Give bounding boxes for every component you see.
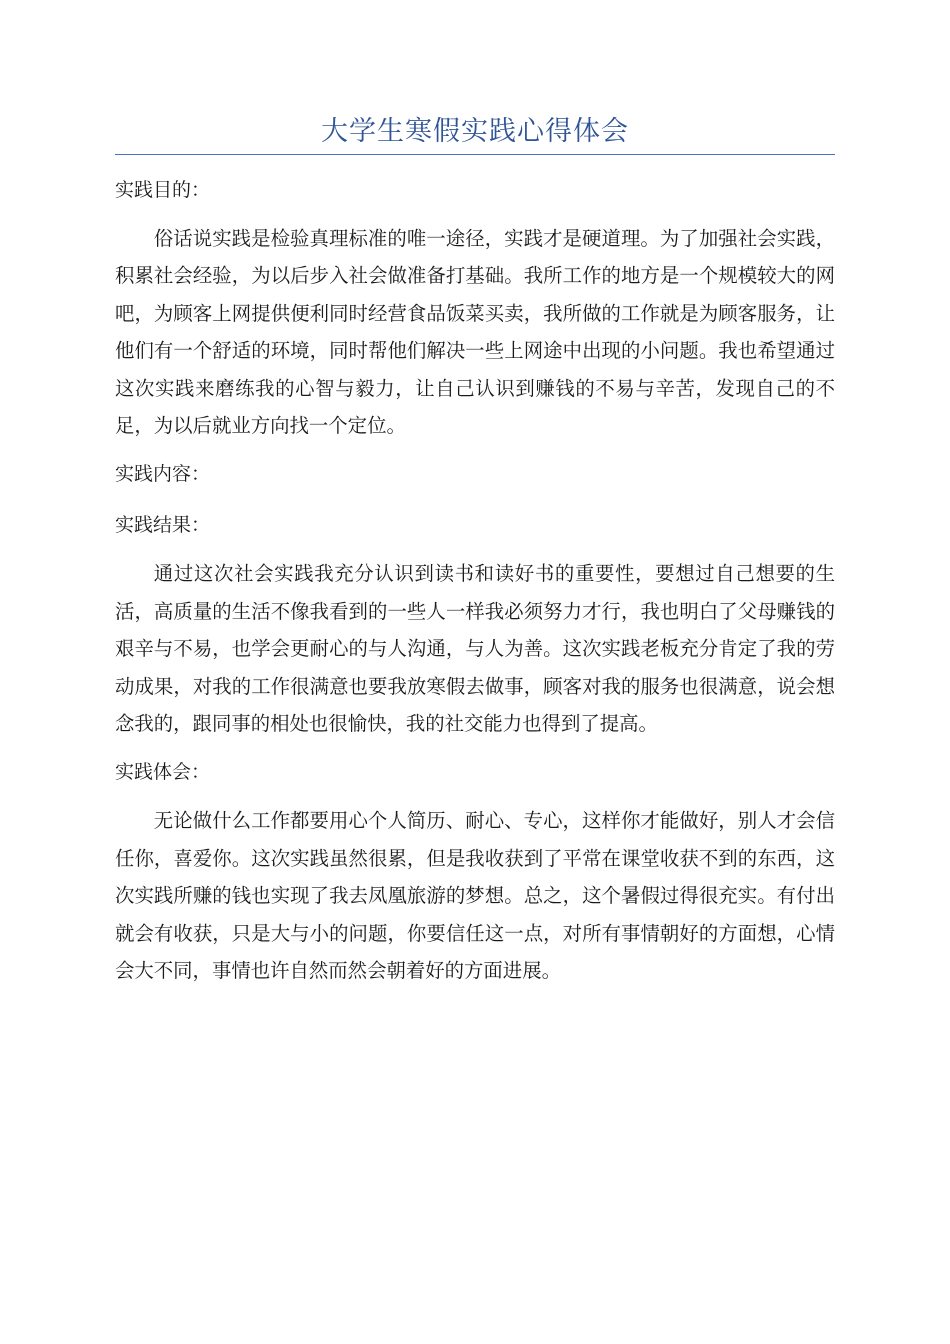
section-heading-result: 实践结果： xyxy=(115,514,211,537)
section-heading-content: 实践内容： xyxy=(115,463,211,486)
title-underline xyxy=(115,154,835,155)
section-spacer xyxy=(115,493,835,507)
document-body xyxy=(115,172,835,1002)
section-paragraph-purpose: 俗话说实践是检验真理标准的唯一途径，实践才是硬道理。为了加强社会实践，积累社会经验，为以后步入社会做准备打基础。我所工作的地方是一个规模较大的网吧，为顾客上网提供便利同时经营食品饭菜买卖，我所做的工作就是为顾客服务，让他们有一个舒适的环境，同时帮他们解决一些上网途中出现的小问题。我也希望通过这次实践来磨练我的心智与毅力，让自己认识到赚钱的不易与辛苦，发现自己的不足，为以后就业方向找一个定位。 xyxy=(115,227,835,438)
section-paragraph-experience: 无论做什么工作都要用心个人简历、耐心、专心，这样你才能做好，别人才会信任你，喜爱你。这次实践虽然很累，但是我收获到了平常在课堂收获不到的东西，这次实践所赚的钱也实现了我去凤凰旅游的梦想。总之，这个暑假过得很充实。有付出就会有收获，只是大与小的问题，你要信任这一点，对所有事情朝好的方面想，心情会大不同，事情也许自然而然会朝着好的方面进展。 xyxy=(115,809,835,983)
section-heading-purpose: 实践目的： xyxy=(115,179,211,201)
section-paragraph-result: 通过这次社会实践我充分认识到读书和读好书的重要性，要想过自己想要的生活，高质量的生活不像我看到的一些人一样我必须努力才行，我也明白了父母赚钱的艰辛与不易，也学会更耐心的与人沟通，与人为善。这次实践老板充分肯定了我的劳动成果，对我的工作很满意也要我放寒假去做事，顾客对我的服务也很满意，说会想念我的，跟同事的相处也很愉快，我的社交能力也得到了提高。 xyxy=(115,562,835,736)
section-heading-experience: 实践体会： xyxy=(115,761,211,784)
document-title: 大学生寒假实践心得体会 xyxy=(321,116,629,147)
